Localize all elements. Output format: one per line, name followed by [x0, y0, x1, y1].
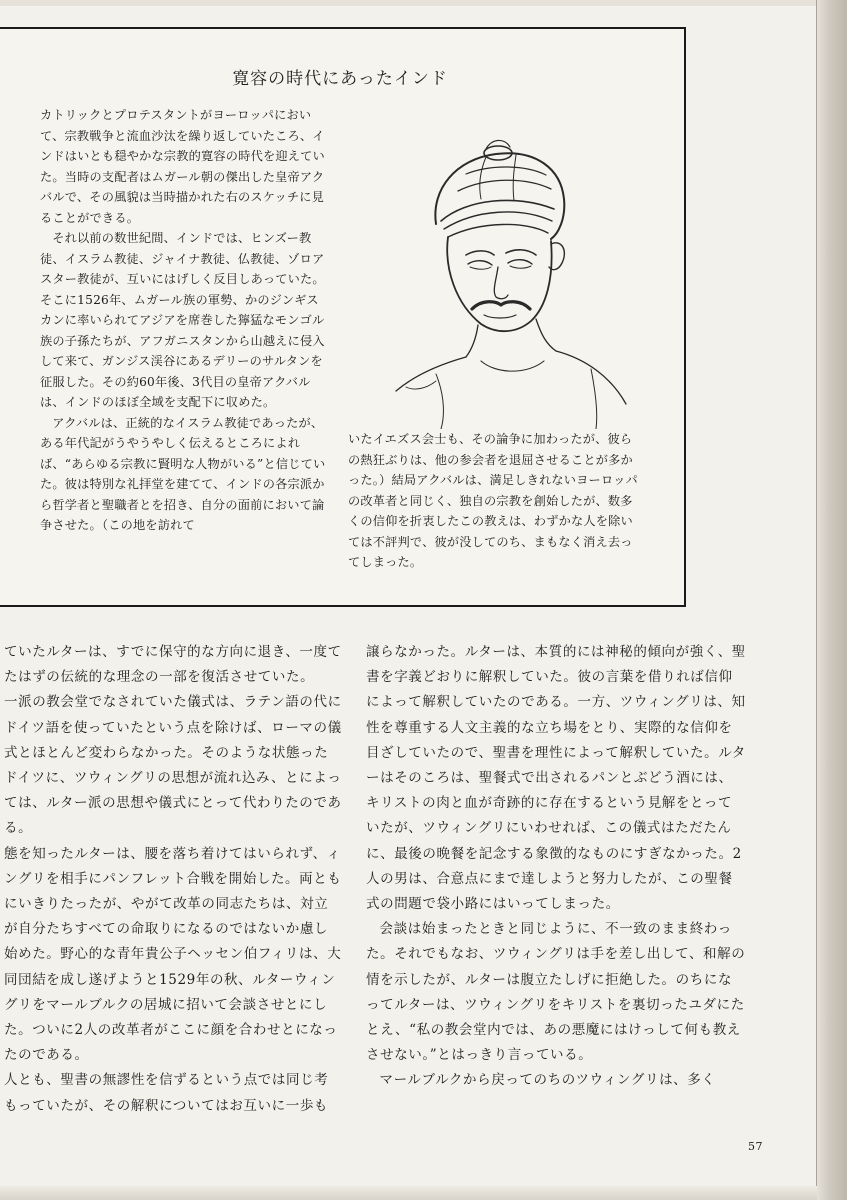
body-paragraph: マールブルクから戻ってのちのツウィングリは、多く: [379, 1072, 716, 1089]
page-number: 57: [748, 1140, 763, 1153]
page-top-edge: [0, 0, 817, 6]
body-column-left: [4, 640, 342, 1119]
sidebar-title: 寛容の時代にあったインド: [232, 69, 448, 89]
page-bottom-edge: [0, 1186, 817, 1200]
body-paragraph: 人とも、聖書の無謬性を信ずるという点では同じ考もっていたが、その解釈についてはお互いに一歩も: [4, 1072, 329, 1114]
body-paragraph: ていたルターは、すでに保守的な方向に退き、一度てたはずの伝統的な理念の一部を復活させていた。: [4, 644, 342, 686]
body-paragraph: 会談は始まったときと同じように、不一致のまま終わった。それでもなお、ツウィングリは手を差し出して、和解の情を示したが、ルターは腹立たしげに拒絶した。のちになってルターは、ツウィングリをキリストを裏切ったユダにたとえ、“私の教会堂内では、あの悪魔にはけっして何も教えさせない。”とはっきり言っている。: [366, 921, 746, 1064]
body-paragraph: 態を知ったルターは、腰を落ち着けてはいられず、ィングリを相手にパンフレット合戦を開始した。両ともにいきりたったが、やがて改革の同志たちは、対立が自分たちすべての命取りになるのではないか慮し始めた。野心的な青年貴公子ヘッセン伯フィリは、大同団結を成し遂げようと1529年の秋、ルターウィングリをマールブルクの居城に招いて会談させとにした。ついに2人の改革者がここに顔を合わせとになったのである。: [4, 845, 342, 1064]
sidebar-right-text: [348, 429, 638, 573]
akbar-portrait-sketch: [386, 129, 646, 429]
sidebar-paragraph: いたイエズス会士も、その論争に加わったが、彼らの熱狂ぶりは、他の参会者を退屈させることが多かった。）結局アクバルは、満足しきれないヨーロッパの改革者と同じく、独自の宗教を創始したが、数多くの信仰を折衷したこの教えは、わずかな人を除いては不評判で、彼が没してのち、まもなく消え去ってしまった。: [348, 432, 638, 569]
sidebar-paragraph: カトリックとプロテスタントがヨーロッパにおいて、宗教戦争と流血沙汰を繰り返していたころ、インドはいとも穏やかな宗教的寛容の時代を迎えていた。当時の支配者はムガール朝の傑出した皇帝アクバルで、その風貌は当時描かれた右のスケッチに見ることができる。: [40, 108, 325, 225]
body-paragraph: 一派の教会堂でなされていた儀式は、ラテン語の代にドイツ語を使っていたという点を除けば、ローマの儀式とほとんど変わらなかった。そのような状態ったドイツに、ツウィングリの思想が流れ込み、とによっては、ルター派の思想や儀式にとって代わりたのである。: [4, 694, 342, 837]
body-column-right: [366, 640, 746, 1094]
sidebar-paragraph: それ以前の数世紀間、インドでは、ヒンズー教徒、イスラム教徒、ジャイナ教徒、仏教徒、ゾロアスター教徒が、互いにはげしく反目しあっていた。そこに1526年、ムガール族の軍勢、かのジンギスカンに率いられてアジアを席巻した獰猛なモンゴル族の子孫たちが、アフガニスタンから山越えに侵入して来て、ガンジス渓谷にあるデリーのサルタンを征服した。その約60年後、3代目の皇帝アクバルは、インドのほぼ全域を支配下に収めた。: [40, 231, 325, 409]
sidebar-box: [0, 27, 686, 607]
sidebar-left-text: [40, 105, 330, 536]
sidebar-paragraph: アクバルは、正統的なイスラム教徒であったが、ある年代記がうやうやしく伝えるところによれば、“あらゆる宗教に賢明な人物がいる”と信じていた。彼は特別な礼拝堂を建てて、インドの各宗派から哲学者と聖職者とを招き、自分の面前において論争させた。（この地を訪れて: [40, 415, 326, 532]
book-spine-edge: [816, 0, 847, 1200]
body-paragraph: 譲らなかった。ルターは、本質的には神秘的傾向が強く、聖書を字義どおりに解釈していた。彼の言葉を借りれば信仰によって解釈していたのである。一方、ツウィングリは、知性を尊重する人文主義的な立ち場をとり、実際的な信仰を目ざしていたので、聖書を理性によって解釈していた。ルターはそのころは、聖餐式で出されるパンとぶどう酒には、キリストの肉と血が奇跡的に存在するという見解をとっていたが、ツウィングリにいわせれば、この儀式はただたんに、最後の晩餐を記念する象徴的なものにすぎなかった。2人の男は、合意点にまで達しようと努力したが、この聖餐式の問題で袋小路にはいってしまった。: [366, 644, 746, 913]
